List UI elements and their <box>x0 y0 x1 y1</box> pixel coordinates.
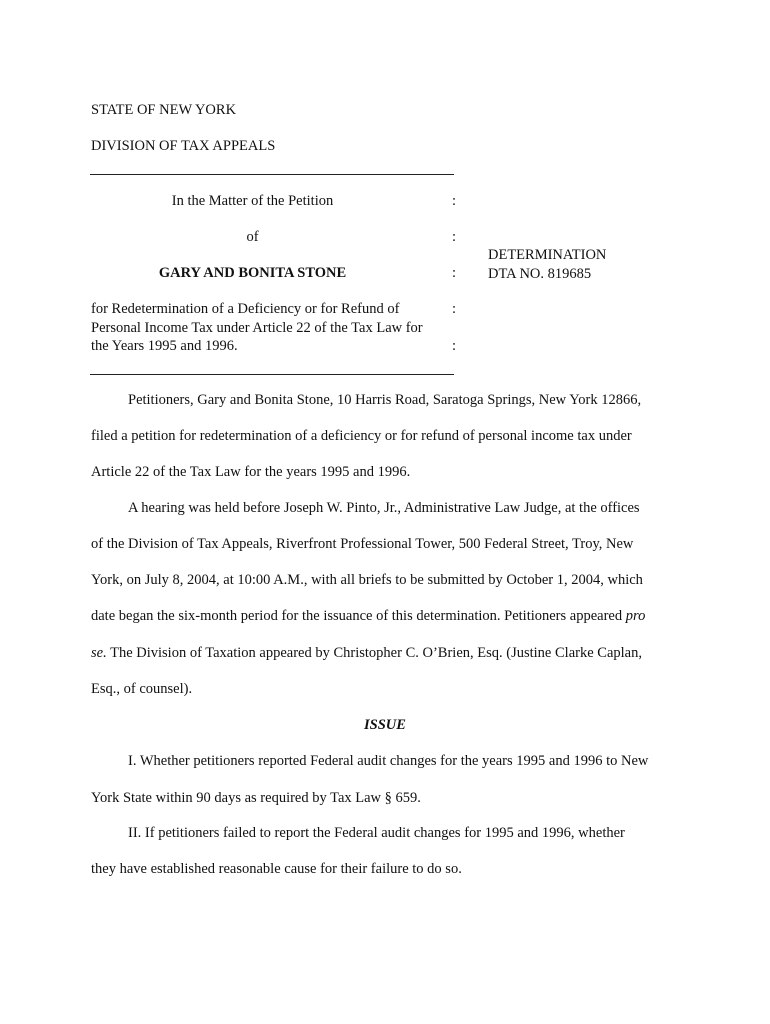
issue-heading: ISSUE <box>364 717 406 733</box>
issue-line: York State within 90 days as required by Tax Law § 659. <box>91 790 421 806</box>
of-line: of <box>246 229 259 245</box>
division-header: DIVISION OF TAX APPEALS <box>91 138 276 154</box>
paragraph-line: filed a petition for redetermination of a deficiency or for refund of personal income tax under <box>91 428 632 444</box>
purpose-line: the Years 1995 and 1996. <box>91 338 238 354</box>
italic-term: se. <box>91 645 107 661</box>
paragraph-line: Esq., of counsel). <box>91 681 193 697</box>
paragraph-line: of the Division of Tax Appeals, Riverfront Professional Tower, 500 Federal Street, Troy, New <box>91 536 634 552</box>
paragraph-text: date began the six-month period for the issuance of this determination. Petitioners appeared <box>91 608 626 624</box>
paragraph-line: York, on July 8, 2004, at 10:00 A.M., with all briefs to be submitted by October 1, 2004, which <box>91 572 643 588</box>
caption-colon: : <box>452 301 457 317</box>
caption-colon: : <box>452 193 457 209</box>
petitioner-names: GARY AND BONITA STONE <box>158 265 347 281</box>
paragraph-text: The Division of Taxation appeared by Christopher C. O’Brien, Esq. (Justine Clarke Caplan, <box>106 645 642 661</box>
caption-colon: : <box>452 265 457 281</box>
paragraph-line <box>91 645 642 662</box>
caption-colon: : <box>452 338 457 354</box>
purpose-line: Personal Income Tax under Article 22 of the Tax Law for <box>91 320 423 336</box>
paragraph-line: Petitioners, Gary and Bonita Stone, 10 Harris Road, Saratoga Springs, New York 12866, <box>128 392 642 408</box>
paragraph-line: Article 22 of the Tax Law for the years 1995 and 1996. <box>91 464 411 480</box>
purpose-line: for Redetermination of a Deficiency or for Refund of <box>91 301 400 317</box>
caption-bottom-rule <box>90 374 454 375</box>
issue-line: they have established reasonable cause for their failure to do so. <box>91 861 462 877</box>
document-type: DETERMINATION <box>488 247 607 263</box>
paragraph-line: A hearing was held before Joseph W. Pinto, Jr., Administrative Law Judge, at the offices <box>128 500 640 516</box>
caption-top-rule <box>90 174 454 175</box>
italic-term: pro <box>625 608 646 624</box>
paragraph-line <box>91 608 645 625</box>
issue-line: I. Whether petitioners reported Federal audit changes for the years 1995 and 1996 to New <box>128 753 649 769</box>
caption-colon: : <box>452 229 457 245</box>
dta-number: DTA NO. 819685 <box>488 266 592 282</box>
matter-line: In the Matter of the Petition <box>171 193 334 209</box>
issue-line: II. If petitioners failed to report the Federal audit changes for 1995 and 1996, whether <box>128 825 625 841</box>
state-header: STATE OF NEW YORK <box>91 102 237 118</box>
